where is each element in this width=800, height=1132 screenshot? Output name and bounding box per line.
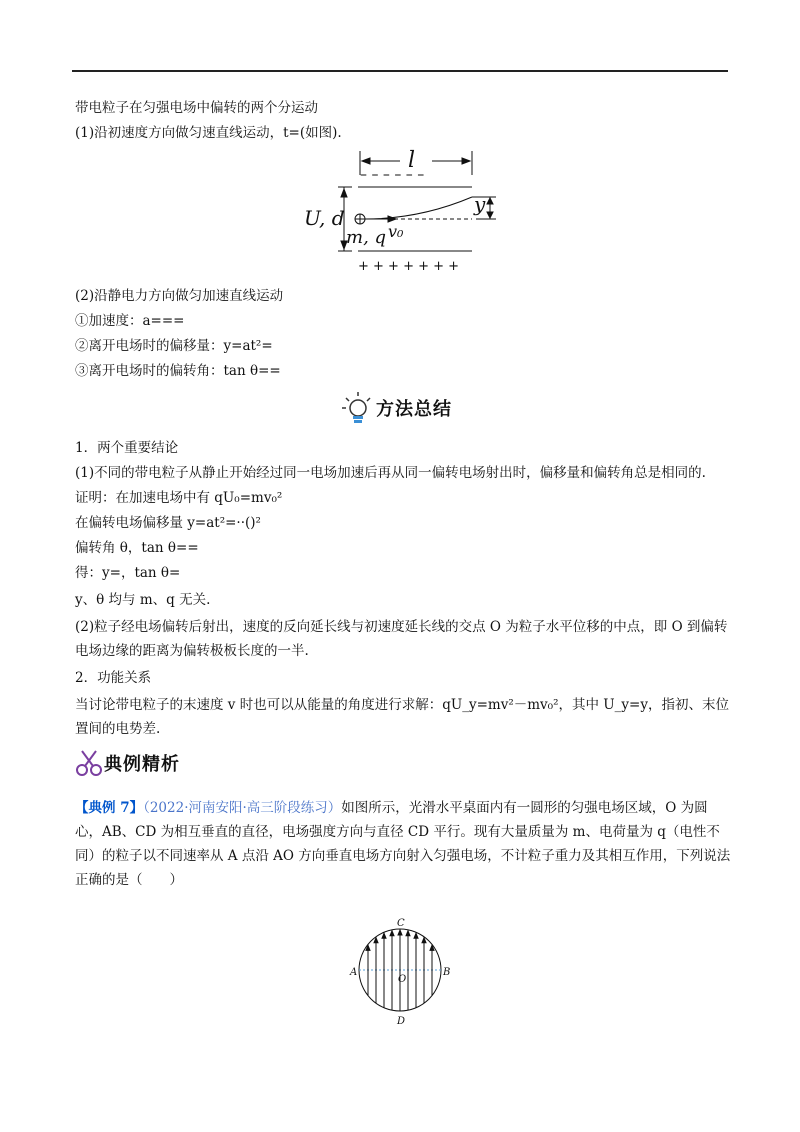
label-C: C [397,918,405,929]
plate-minus: – – – – – – [360,167,425,183]
example-text: 如图所示，光滑水平桌面内有一圆形的匀强电场区域，O 为圆心，AB、CD 为相互垂直的直径，电场强度方向与直径 CD 平行。现有大量质量为 m、电荷量为 q（电性不同）的粒子以不同速率从 A 点沿 AO 方向垂直电场方向射入匀强电场，不计粒子重力及其相互作用，下列说法正确的是（ ） [75,800,731,888]
field-arrow [422,938,426,943]
intro-line-2: (2)沿静电力方向做匀加速直线运动 [75,288,284,304]
example-source: （2022·河南安阳·高三阶段练习） [143,800,342,816]
example-tag: 【典例 7】 [75,800,144,816]
label-A: A [350,967,358,978]
label-mq: m, q [346,227,387,248]
plate-plus: + + + + + + + [358,259,460,274]
label-ud: U, d [304,206,345,230]
independence-line: y、θ 均与 m、q 无关. [75,592,211,608]
example-header-text: 典例精析 [104,754,180,775]
scissors-icon [74,748,104,778]
proof-line: 证明：在加速电场中有 qU₀=mv₀² [75,490,283,506]
method-header [340,390,452,426]
section-2-title: 2．功能关系 [75,670,152,686]
example-header [74,748,180,778]
angle-eq-line: 偏转角 θ，tan θ== [75,540,199,556]
method-header-text: 方法总结 [376,399,452,420]
label-y: y [474,192,486,216]
deflection-figure [300,145,500,275]
intro-title: 带电粒子在匀强电场中偏转的两个分运动 [75,100,318,116]
conclusion-2: (2)粒子经电场偏转后射出，速度的反向延长线与初速度延长线的交点 O 为粒子水平位移的中点，即 O 到偏转电场边缘的距离为偏转极板长度的一半. [75,619,728,659]
field-arrow [398,930,402,935]
label-D: D [397,1016,406,1027]
label-l: l [408,148,416,173]
offset-eq-line: 在偏转电场偏移量 y=at²=··()² [75,515,261,531]
lightbulb-icon [340,390,376,426]
label-B: B [443,967,451,978]
intro-line-1: (1)沿初速度方向做匀速直线运动，t=(如图). [75,125,342,141]
field-arrow [382,933,386,938]
top-rule [72,70,728,72]
field-arrow [390,931,394,936]
label-v0: v₀ [388,222,404,241]
conclusion-1: (1)不同的带电粒子从静止开始经过同一电场加速后再从同一偏转电场射出时，偏移量和偏转角总是相同的. [75,465,706,481]
field-arrow [414,933,418,938]
field-arrow [406,931,410,936]
acceleration-line: ①加速度：a=== [75,313,185,329]
section-1-title: 1．两个重要结论 [75,440,179,456]
energy-paragraph: 当讨论带电粒子的末速度 v 时也可以从能量的角度进行求解：qU_y=mv²－mv₀²，其中 U_y=y，指初、末位置间的电势差. [75,697,729,737]
label-O: O [398,974,407,985]
offset-line: ②离开电场时的偏移量：y=at²= [75,338,273,354]
circle-field-figure [340,915,460,1035]
result-line: 得：y=，tan θ= [75,565,181,581]
example-7 [75,796,731,892]
angle-line: ③离开电场时的偏转角：tan θ== [75,363,281,379]
field-arrow [374,938,378,943]
